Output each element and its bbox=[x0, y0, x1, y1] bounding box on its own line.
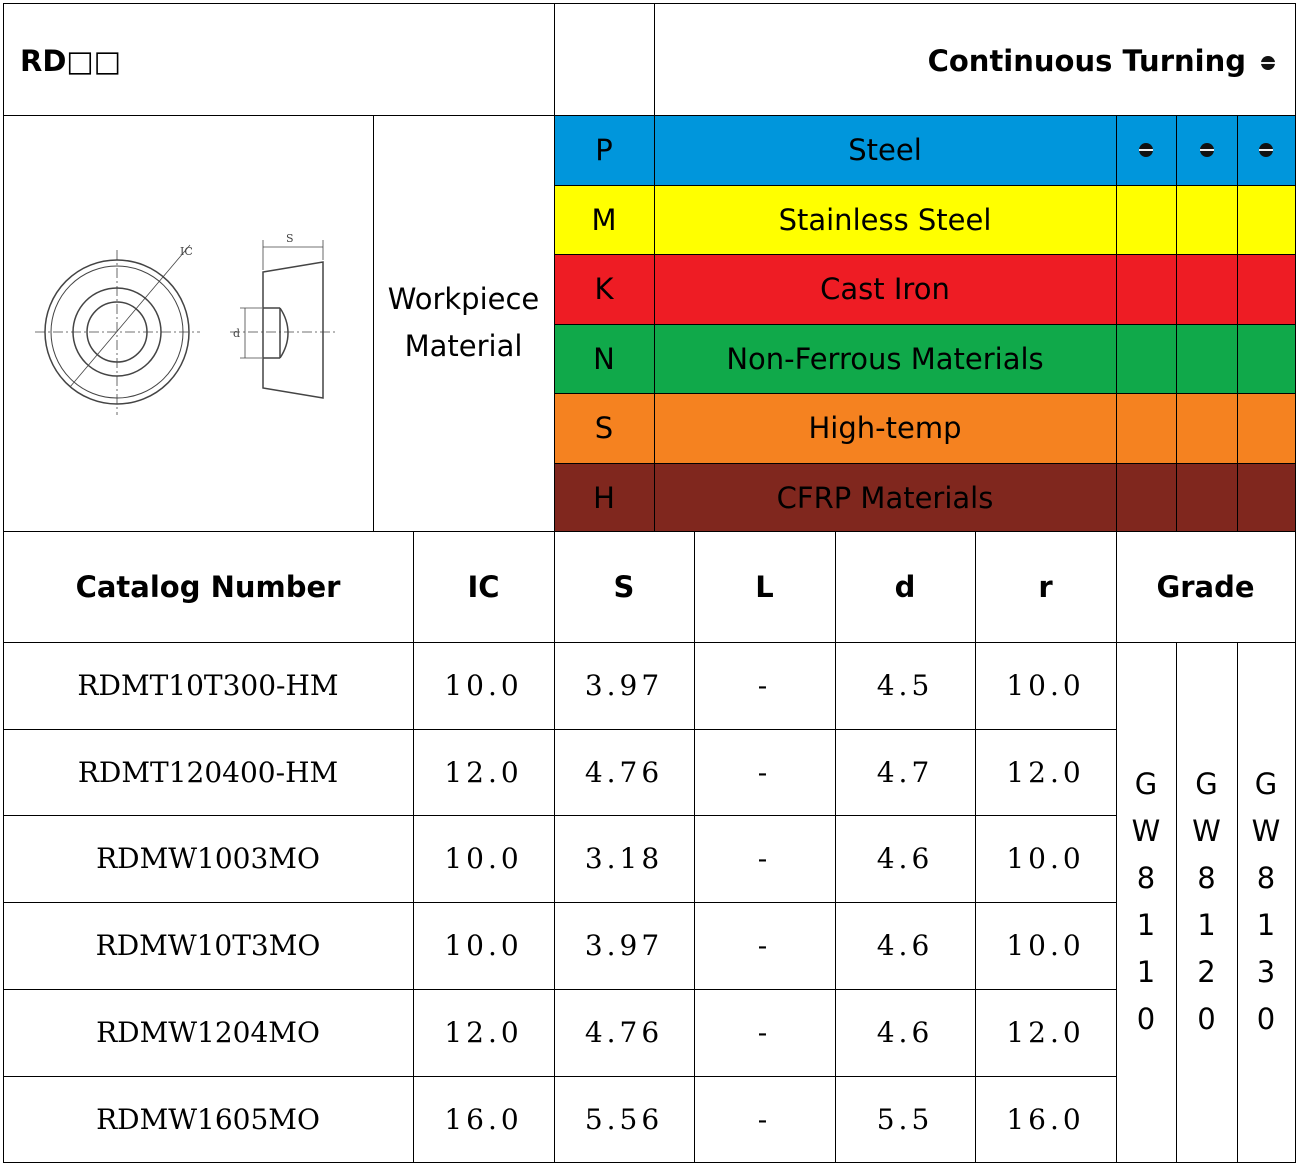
grade-label-gw8110: G W 8 1 1 0 bbox=[1131, 767, 1161, 1036]
s-cell: 4.76 bbox=[584, 1016, 664, 1049]
catalog-number-cell: RDMW1605MO bbox=[96, 1102, 320, 1136]
col-header-l: L bbox=[755, 570, 774, 604]
material-code: H bbox=[593, 480, 615, 515]
s-cell: 3.97 bbox=[584, 669, 664, 702]
material-name: Stainless Steel bbox=[778, 202, 992, 237]
workpiece-label-line2: Material bbox=[404, 329, 523, 363]
r-cell: 12.0 bbox=[1006, 755, 1085, 789]
s-cell: 4.76 bbox=[584, 755, 664, 789]
material-code: K bbox=[594, 272, 614, 306]
r-cell: 16.0 bbox=[1006, 1102, 1085, 1136]
diagram-label-s: S bbox=[286, 232, 294, 245]
s-cell: 3.97 bbox=[584, 929, 664, 962]
r-cell: 10.0 bbox=[1006, 929, 1085, 962]
suitability-mark-icon bbox=[1237, 115, 1295, 185]
material-name: Steel bbox=[848, 133, 922, 167]
r-cell: 12.0 bbox=[1006, 1016, 1085, 1049]
ic-cell: 12.0 bbox=[444, 1016, 523, 1049]
material-code: S bbox=[594, 411, 614, 445]
material-code: N bbox=[593, 341, 615, 376]
r-cell: 10.0 bbox=[1006, 669, 1085, 702]
operation-mark-icon bbox=[1261, 55, 1275, 74]
col-header-catalog-number: Catalog Number bbox=[75, 570, 341, 604]
ic-cell: 10.0 bbox=[444, 842, 523, 875]
grade-label-gw8120: G W 8 1 2 0 bbox=[1192, 767, 1221, 1036]
material-code: P bbox=[595, 133, 613, 167]
suitability-mark-icon bbox=[1176, 115, 1237, 185]
l-cell: - bbox=[757, 1016, 772, 1049]
diagram-label-ic: IC bbox=[180, 245, 193, 258]
l-cell: - bbox=[757, 842, 772, 875]
d-cell: 4.6 bbox=[876, 1016, 934, 1049]
col-header-s: S bbox=[613, 570, 635, 604]
material-name: Non-Ferrous Materials bbox=[726, 341, 1044, 376]
d-cell: 4.7 bbox=[876, 755, 934, 789]
material-name: CFRP Materials bbox=[776, 480, 994, 515]
material-code: M bbox=[591, 202, 617, 237]
ic-cell: 16.0 bbox=[444, 1102, 523, 1136]
ic-cell: 10.0 bbox=[444, 929, 523, 962]
s-cell: 5.56 bbox=[584, 1102, 664, 1136]
r-cell: 10.0 bbox=[1006, 842, 1085, 875]
l-cell: - bbox=[757, 669, 772, 702]
l-cell: - bbox=[757, 755, 772, 789]
catalog-number-cell: RDMW1003MO bbox=[96, 842, 320, 875]
d-cell: 4.6 bbox=[876, 842, 934, 875]
col-header-ic: IC bbox=[467, 570, 500, 604]
catalog-number-cell: RDMW1204MO bbox=[96, 1016, 320, 1049]
ic-cell: 12.0 bbox=[444, 755, 523, 789]
operation-label: Continuous Turning bbox=[927, 44, 1246, 78]
workpiece-material-label bbox=[373, 115, 554, 531]
material-name: High-temp bbox=[808, 411, 962, 445]
suitability-mark-icon bbox=[1116, 115, 1176, 185]
col-header-d: d bbox=[894, 570, 916, 604]
col-header-r: r bbox=[1038, 570, 1053, 604]
l-cell: - bbox=[757, 1102, 772, 1136]
diagram-label-d: d bbox=[233, 327, 241, 340]
catalog-number-cell: RDMT120400-HM bbox=[77, 755, 339, 789]
catalog-number-cell: RDMT10T300-HM bbox=[77, 669, 339, 702]
d-cell: 4.5 bbox=[876, 669, 934, 702]
d-cell: 5.5 bbox=[876, 1102, 934, 1136]
catalog-number-cell: RDMW10T3MO bbox=[95, 929, 321, 962]
d-cell: 4.6 bbox=[876, 929, 934, 962]
ic-cell: 10.0 bbox=[444, 669, 523, 702]
insert-diagram bbox=[30, 225, 340, 425]
page-title: RD□□ bbox=[20, 44, 122, 78]
s-cell: 3.18 bbox=[584, 842, 664, 875]
material-name: Cast Iron bbox=[820, 272, 950, 306]
grade-label-gw8130: G W 8 1 3 0 bbox=[1251, 767, 1281, 1036]
workpiece-label-line1: Workpiece bbox=[387, 282, 540, 316]
col-header-grade: Grade bbox=[1156, 570, 1255, 604]
l-cell: - bbox=[757, 929, 772, 962]
